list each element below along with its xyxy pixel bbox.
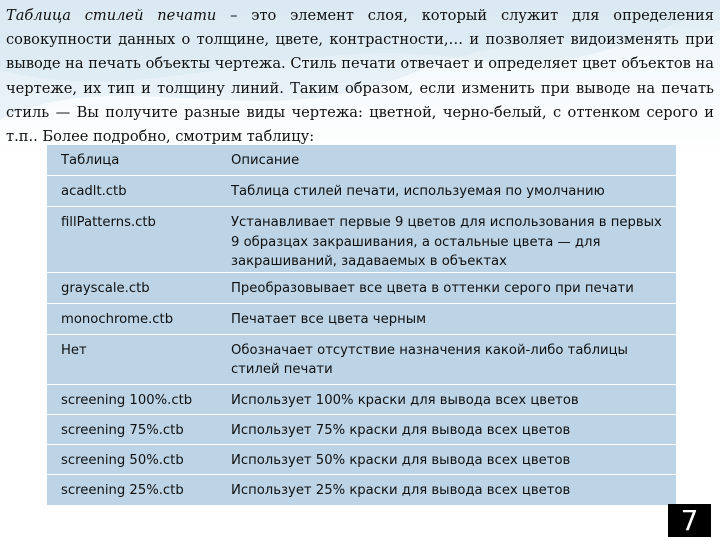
ctb-table — [47, 145, 676, 505]
page-number-badge — [668, 504, 711, 537]
table-cell-desc: Устанавливает первые 9 цветов для использования в первых 9 образцах закрашивания, а остальные цвета — для закрашиваний, задаваемых в объектах — [219, 207, 676, 273]
table-cell-desc: Использует 75% краски для вывода всех цветов — [219, 415, 676, 445]
table-cell-desc: Использует 25% краски для вывода всех цветов — [231, 482, 571, 498]
table-header-row — [47, 145, 676, 176]
table-row — [47, 415, 676, 445]
table-row — [47, 176, 676, 207]
table-cell-desc: Обозначает отсутствие назначения какой-либо таблицы стилей печати — [219, 335, 676, 385]
table-cell-name: grayscale.ctb — [47, 273, 219, 304]
intro-text: – это элемент слоя, который служит для определения совокупности данных о толщине, цвете, контрастности,… и позволяет видоизменять при выводе на печать объекты чертежа. Стиль печати отвечает и определяет цвет объектов на чертеже, их тип и толщину линий. Таким образом, если изменить при выводе на печать стиль — Вы получите разные виды чертежа: цветной, черно-белый, с оттенком серого и т.п.. Более подробно, смотрим таблицу: — [6, 7, 714, 146]
table-row — [47, 304, 676, 335]
table-row — [47, 335, 676, 385]
table-row — [47, 445, 676, 475]
table-cell-name: fillPatterns.ctb — [47, 207, 219, 273]
ctb-table-container — [47, 145, 676, 505]
table-row — [47, 475, 676, 505]
table-cell-desc: Преобразовывает все цвета в оттенки серого при печати — [219, 273, 676, 304]
table-cell-desc: Использует 50% краски для вывода всех цветов — [219, 445, 676, 475]
table-cell-desc: Печатает все цвета черным — [219, 304, 676, 335]
table-cell-name: screening 100%.ctb — [47, 385, 219, 415]
table-cell-desc: Таблица стилей печати, используемая по умолчанию — [219, 176, 676, 207]
table-cell-name: acadlt.ctb — [47, 176, 219, 207]
table-row — [47, 385, 676, 415]
table-cell-name: screening 50%.ctb — [47, 445, 219, 475]
table-row — [47, 207, 676, 273]
page-number: 7 — [680, 504, 699, 537]
intro-term: Таблица стилей печати — [6, 7, 217, 24]
table-cell-name: screening 75%.ctb — [47, 415, 219, 445]
table-cell-name: Нет — [47, 335, 219, 385]
table-cell-name: monochrome.ctb — [47, 304, 219, 335]
intro-paragraph — [6, 4, 714, 149]
table-cell-name: screening 25%.ctb — [61, 482, 184, 498]
header-desc: Описание — [219, 145, 676, 176]
table-row — [47, 273, 676, 304]
table-cell-desc: Использует 100% краски для вывода всех цветов — [219, 385, 676, 415]
header-name: Таблица — [47, 145, 219, 176]
